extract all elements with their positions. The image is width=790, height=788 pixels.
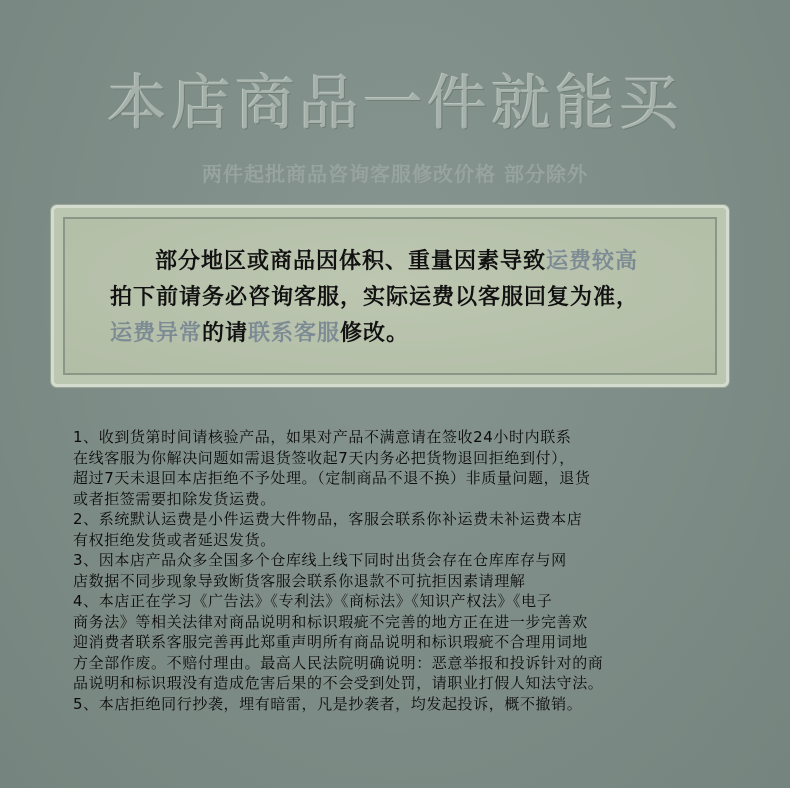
terms-line: 品说明和标识瑕没有造成危害后果的不会受到处罚，请职业打假人知法守法。: [73, 674, 604, 692]
terms-line: 或者拒签需要扣除发货运费。: [73, 489, 276, 508]
terms-line: 迎消费者联系客服完善再此郑重声明所有商品说明和标识瑕疵不合理用词地: [73, 633, 588, 651]
terms-line: 店数据不同步现象导致断货客服会联系你退款不可抗拒因素请理解: [73, 571, 526, 590]
notice-line-3-text-a: 的请: [202, 321, 249, 346]
notice-line-3: [110, 316, 710, 352]
headline: 本店商品一件就能买: [107, 69, 683, 139]
terms-line: 3、因本店产品众多全国多个仓库线上线下同时出货会存在仓库库存与网: [73, 551, 567, 569]
terms-line: 1、收到货第时间请核验产品，如果对产品不满意请在签收24小时内联系: [73, 428, 572, 446]
terms-line: 商务法》等相关法律对商品说明和标识瑕疵不完善的地方正在进一步完善欢: [73, 612, 588, 631]
notice-highlight-high-shipping: 运费较高: [546, 249, 639, 274]
terms-line: 在线客服为你解决问题如需退货签收起7天内务必把货物退回拒绝到付），: [73, 448, 575, 467]
terms-list: [73, 427, 733, 714]
notice-line-1: [110, 244, 710, 280]
terms-line: 2、系统默认运费是小件运费大件物品，客服会联系你补运费未补运费本店: [73, 510, 583, 528]
notice-highlight-contact-service: 联系客服: [248, 321, 341, 346]
notice-line-1-text: 部分地区或商品因体积、重量因素导致: [155, 249, 547, 274]
terms-line: 有权拒绝发货或者延迟发货。: [73, 530, 276, 549]
terms-line: 4、本店正在学习《广告法》《专利法》《商标法》《知识产权法》《电子: [73, 592, 553, 610]
notice-line-2: 拍下前请务必咨询客服，实际运费以客服回复为准，: [110, 285, 640, 310]
terms-line: 超过7天未退回本店拒绝不予处理。（定制商品不退不换）非质量问题，退货: [73, 469, 591, 487]
subheadline: 两件起批商品咨询客服修改价格 部分除外: [202, 162, 588, 186]
notice-highlight-abnormal-shipping: 运费异常: [110, 321, 203, 346]
shipping-notice-text: [110, 244, 710, 352]
notice-line-3-text-b: 修改。: [340, 321, 410, 346]
terms-line: 方全部作废。不赔付理由。最高人民法院明确说明：恶意举报和投诉针对的商: [73, 653, 604, 672]
terms-line: 5、本店拒绝同行抄袭，埋有暗雷，凡是抄袭者，均发起投诉，概不撤销。: [73, 694, 583, 713]
shipping-notice-box: [51, 205, 729, 387]
